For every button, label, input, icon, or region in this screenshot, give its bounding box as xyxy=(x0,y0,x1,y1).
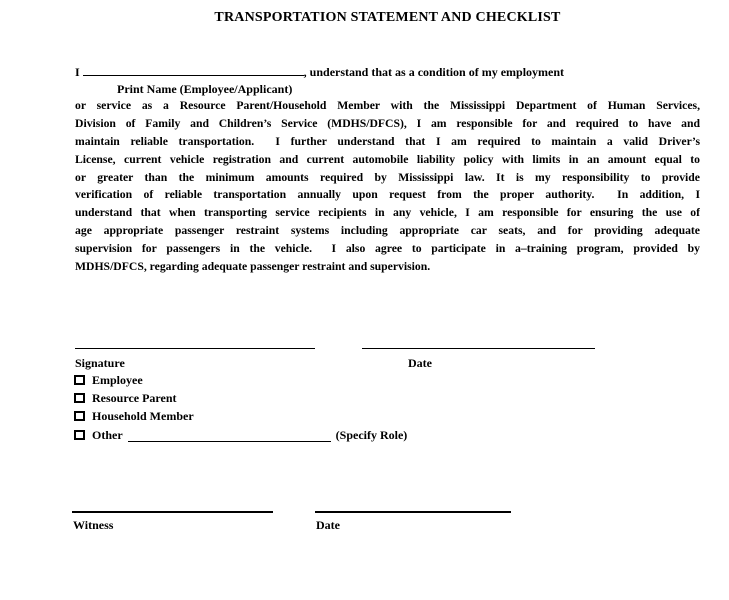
statement-line: verification of reliable transportation annually upon request from the proper authority. In addition, I xyxy=(75,188,700,202)
signature-date-label: Date xyxy=(408,356,432,370)
resource-parent-checkbox[interactable] xyxy=(74,393,85,403)
checkbox-row-other xyxy=(74,428,407,442)
resource-parent-checkbox-label: Resource Parent xyxy=(92,390,177,405)
statement-line: or greater than the minimum amounts required by Mississippi law. It is my responsibility to provide xyxy=(75,170,700,184)
statement-line: age appropriate passenger restraint systems including appropriate car seats, and for providing adequate xyxy=(75,224,700,238)
signature-label: Signature xyxy=(75,356,125,370)
signature-line[interactable] xyxy=(75,348,315,349)
statement-line: maintain reliable transportation. I further understand that I am required to maintain a valid Driver’s xyxy=(75,134,700,148)
employee-checkbox[interactable] xyxy=(74,375,85,385)
print-name-caption: Print Name (Employee/Applicant) xyxy=(117,82,293,96)
household-member-checkbox-label: Household Member xyxy=(92,408,194,423)
opening-line xyxy=(75,63,715,81)
statement-line: or service as a Resource Parent/Household Member with the Mississippi Department of Human Services, xyxy=(75,99,700,112)
document-title: TRANSPORTATION STATEMENT AND CHECKLIST xyxy=(214,10,561,25)
print-name-blank[interactable] xyxy=(83,63,304,76)
checkbox-row-household-member xyxy=(74,409,194,423)
statement-line: understand that when transporting service recipients in any vehicle, I am responsible for ensuring the use of xyxy=(75,206,700,220)
statement-line: License, current vehicle registration and current automobile liability policy with limits in an amount equal to xyxy=(75,152,700,166)
other-role-blank[interactable] xyxy=(128,429,331,442)
checkbox-row-resource-parent xyxy=(74,391,177,405)
opening-pronoun: I xyxy=(75,65,80,79)
employee-checkbox-label: Employee xyxy=(92,372,143,387)
checkbox-row-employee xyxy=(74,373,143,387)
other-checkbox[interactable] xyxy=(74,430,85,440)
statement-paragraph xyxy=(75,97,700,276)
statement-line: MDHS/DFCS, regarding adequate passenger restraint and supervision. xyxy=(75,260,431,274)
witness-date-line[interactable] xyxy=(315,511,511,513)
witness-date-label: Date xyxy=(316,518,340,532)
other-checkbox-label: Other xyxy=(92,427,123,442)
witness-label: Witness xyxy=(73,518,114,532)
opening-after-blank: , understand that as a condition of my employment xyxy=(303,65,565,79)
statement-line: Division of Family and Children’s Service (MDHS/DFCS), I am responsible for and required to have and xyxy=(75,116,700,130)
signature-date-line[interactable] xyxy=(362,348,595,349)
household-member-checkbox[interactable] xyxy=(74,411,85,421)
specify-role-label: (Specify Role) xyxy=(335,427,408,442)
statement-line: supervision for passengers in the vehicle. I also agree to participate in a–training program, provided by xyxy=(75,242,700,256)
witness-line[interactable] xyxy=(72,511,273,513)
